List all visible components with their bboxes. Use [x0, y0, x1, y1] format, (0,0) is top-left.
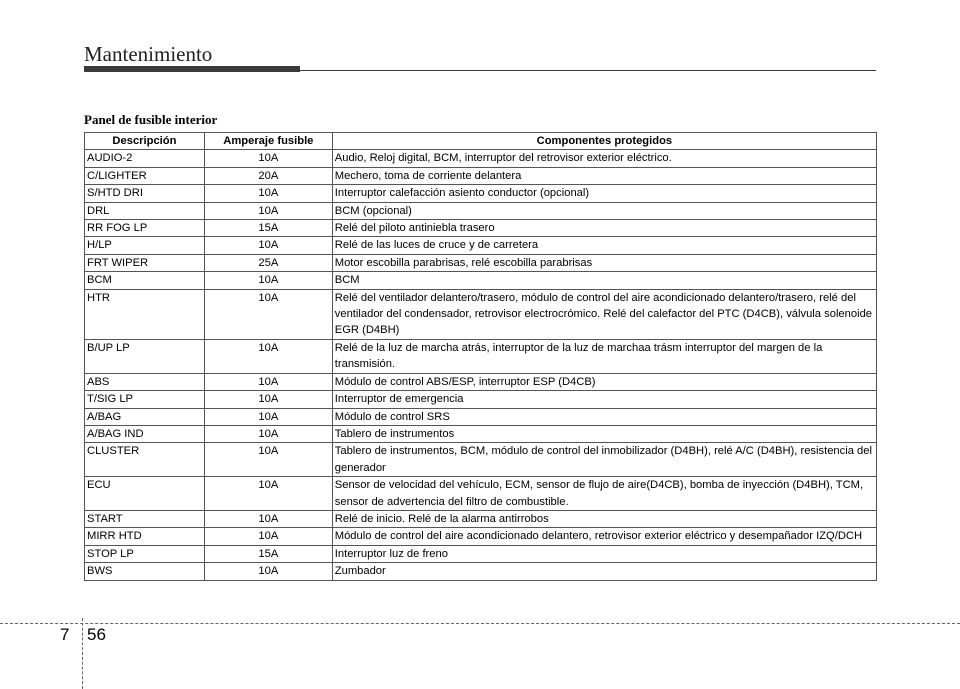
fuse-description-cell: START — [85, 510, 205, 527]
fuse-description-cell: S/HTD DRI — [85, 185, 205, 202]
fuse-components-cell: Relé del piloto antiniebla trasero — [332, 220, 876, 237]
fuse-amperage-cell: 10A — [204, 185, 332, 202]
table-row — [85, 339, 877, 373]
fuse-components-cell: BCM (opcional) — [332, 202, 876, 219]
fuse-components-cell: Relé de inicio. Relé de la alarma antirrobos — [332, 510, 876, 527]
chapter-number: 7 — [60, 625, 70, 644]
fuse-components-cell: Módulo de control del aire acondicionado delantero, retrovisor exterior eléctrico y desempañador IZQ/DCH — [332, 528, 876, 545]
fuse-amperage-cell: 10A — [204, 391, 332, 408]
table-row — [85, 425, 877, 442]
fuse-components-cell: Motor escobilla parabrisas, relé escobilla parabrisas — [332, 254, 876, 271]
fuse-components-cell: BCM — [332, 272, 876, 289]
fuse-components-cell: Interruptor calefacción asiento conductor (opcional) — [332, 185, 876, 202]
table-row — [85, 220, 877, 237]
table-row — [85, 185, 877, 202]
fuse-description-cell: ABS — [85, 373, 205, 390]
table-row — [85, 272, 877, 289]
header-rule-thin — [300, 70, 876, 71]
fuse-description-cell: H/LP — [85, 237, 205, 254]
column-header-amperage: Amperaje fusible — [204, 133, 332, 150]
fuse-components-cell: Módulo de control SRS — [332, 408, 876, 425]
fuse-description-cell: RR FOG LP — [85, 220, 205, 237]
fuse-amperage-cell: 10A — [204, 528, 332, 545]
fuse-description-cell: A/BAG — [85, 408, 205, 425]
column-header-description: Descripción — [85, 133, 205, 150]
fuse-description-cell: BCM — [85, 272, 205, 289]
fuse-components-cell: Audio, Reloj digital, BCM, interruptor del retrovisor exterior eléctrico. — [332, 150, 876, 167]
fuse-description-cell: A/BAG IND — [85, 425, 205, 442]
page-header-title: Mantenimiento — [84, 42, 213, 66]
fuse-amperage-cell: 25A — [204, 254, 332, 271]
fuse-description-cell: FRT WIPER — [85, 254, 205, 271]
header-rule-thick — [84, 66, 300, 72]
fuse-components-cell: Tablero de instrumentos — [332, 425, 876, 442]
table-row — [85, 289, 877, 339]
column-header-components: Componentes protegidos — [332, 133, 876, 150]
table-row — [85, 563, 877, 580]
fuse-amperage-cell: 10A — [204, 425, 332, 442]
fuse-components-cell: Mechero, toma de corriente delantera — [332, 167, 876, 184]
fuse-amperage-cell: 10A — [204, 289, 332, 339]
fuse-amperage-cell: 10A — [204, 272, 332, 289]
fuse-amperage-cell: 10A — [204, 477, 332, 511]
table-row — [85, 202, 877, 219]
fuse-amperage-cell: 10A — [204, 563, 332, 580]
fuse-amperage-cell: 20A — [204, 167, 332, 184]
table-header-row — [85, 133, 877, 150]
fuse-description-cell: BWS — [85, 563, 205, 580]
table-row — [85, 237, 877, 254]
fuse-description-cell: MIRR HTD — [85, 528, 205, 545]
fuse-description-cell: DRL — [85, 202, 205, 219]
fuse-description-cell: STOP LP — [85, 545, 205, 562]
fuse-amperage-cell: 10A — [204, 443, 332, 477]
footer-dashed-divider — [82, 618, 83, 689]
fuse-amperage-cell: 10A — [204, 373, 332, 390]
fuse-components-cell: Zumbador — [332, 563, 876, 580]
fuse-description-cell: CLUSTER — [85, 443, 205, 477]
fuse-amperage-cell: 10A — [204, 237, 332, 254]
fuse-description-cell: C/LIGHTER — [85, 167, 205, 184]
fuse-amperage-cell: 10A — [204, 150, 332, 167]
fuse-amperage-cell: 15A — [204, 545, 332, 562]
fuse-table — [84, 132, 877, 581]
fuse-components-cell: Interruptor luz de freno — [332, 545, 876, 562]
fuse-amperage-cell: 15A — [204, 220, 332, 237]
table-row — [85, 254, 877, 271]
fuse-components-cell: Sensor de velocidad del vehículo, ECM, sensor de flujo de aire(D4CB), bomba de inyección (D4BH), TCM, sensor de advertencia del filtro de combustible. — [332, 477, 876, 511]
page-number: 56 — [87, 625, 106, 644]
fuse-description-cell: B/UP LP — [85, 339, 205, 373]
fuse-amperage-cell: 10A — [204, 339, 332, 373]
fuse-description-cell: HTR — [85, 289, 205, 339]
table-row — [85, 391, 877, 408]
table-row — [85, 545, 877, 562]
section-heading: Panel de fusible interior — [84, 112, 218, 127]
footer-dashed-line — [0, 623, 960, 624]
fuse-components-cell: Relé del ventilador delantero/trasero, módulo de control del aire acondicionado delantero/trasero, relé del ventilador del condensador, retrovisor electrocrómico. Relé del calefactor del PTC (D4CB), válvula solenoide EGR (D4BH) — [332, 289, 876, 339]
fuse-components-cell: Relé de las luces de cruce y de carretera — [332, 237, 876, 254]
fuse-description-cell: ECU — [85, 477, 205, 511]
table-row — [85, 150, 877, 167]
fuse-amperage-cell: 10A — [204, 408, 332, 425]
table-row — [85, 477, 877, 511]
fuse-amperage-cell: 10A — [204, 202, 332, 219]
table-row — [85, 528, 877, 545]
fuse-components-cell: Tablero de instrumentos, BCM, módulo de control del inmobilizador (D4BH), relé A/C (D4BH), resistencia del generador — [332, 443, 876, 477]
fuse-description-cell: AUDIO-2 — [85, 150, 205, 167]
fuse-components-cell: Módulo de control ABS/ESP, interruptor ESP (D4CB) — [332, 373, 876, 390]
fuse-description-cell: T/SIG LP — [85, 391, 205, 408]
table-row — [85, 167, 877, 184]
table-row — [85, 373, 877, 390]
fuse-components-cell: Relé de la luz de marcha atrás, interruptor de la luz de marchaa trásm interruptor del margen de la transmisión. — [332, 339, 876, 373]
table-row — [85, 408, 877, 425]
table-row — [85, 443, 877, 477]
fuse-components-cell: Interruptor de emergencia — [332, 391, 876, 408]
table-row — [85, 510, 877, 527]
fuse-amperage-cell: 10A — [204, 510, 332, 527]
